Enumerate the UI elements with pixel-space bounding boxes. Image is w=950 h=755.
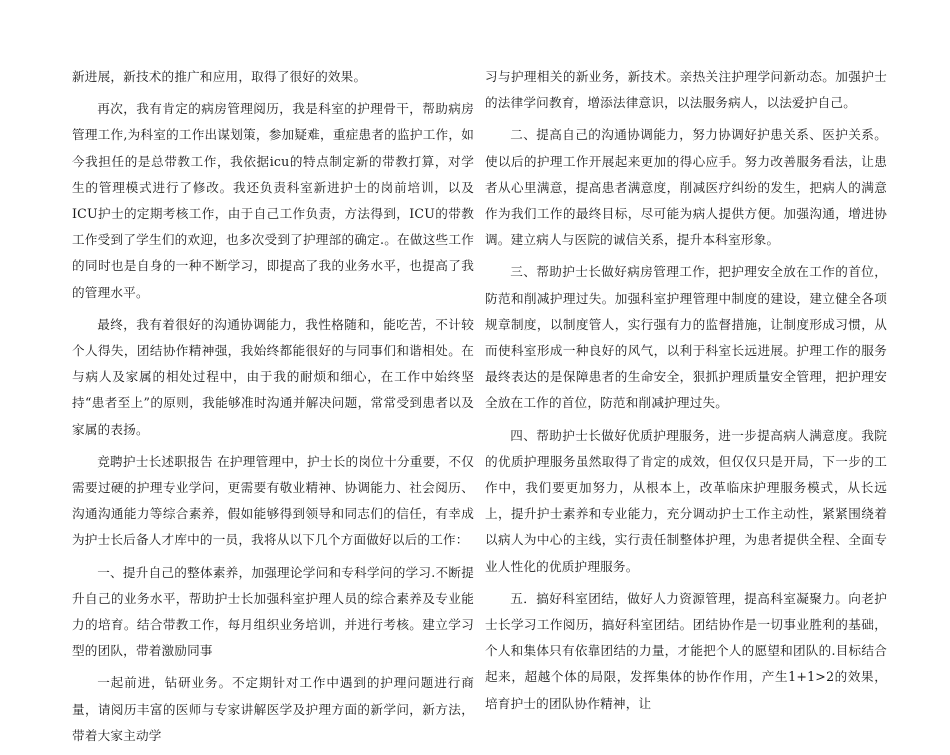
paragraph: 二、提高自己的沟通协调能力，努力协调好护患关系、医护关系。使以后的护理工作开展起来更加的得心应手。努力改善服务看法，让患者从心里满意，提高患者满意度，削减医疗纠纷的发生，把病人的满意作为我们工作的最终目标，尽可能为病人提供方便。加强沟通，增进协调。建立病人与医院的诚信关系，提升本科室形象。 xyxy=(485,127,887,248)
paragraph: 五．搞好科室团结，做好人力资源管理，提高科室凝聚力。向老护士长学习工作阅历，搞好科室团结。团结协作是一切事业胜利的基础，个人和集体只有依靠团结的力量，才能把个人的愿望和团队的.目标结合起来，超越个体的局限，发挥集体的协作作用，产生1+1>2的效果，培育护士的团队协作精神，让 xyxy=(485,590,887,711)
paragraph: 竞聘护士长述职报告 在护理管理中，护士长的岗位十分重要，不仅需要过硬的护理专业学问，更需要有敬业精神、协调能力、社会阅历、沟通沟通能力等综合素养，假如能够得到领导和同志们的信任，有幸成为护士长后备人才库中的一员，我将从以下几个方面做好以后的工作： xyxy=(72,453,474,548)
paragraph: 最终，我有着很好的沟通协调能力，我性格随和，能吃苦，不计较个人得失，团结协作精神强，我始终都能很好的与同事们和谐相处。在与病人及家属的相处过程中，由于我的耐烦和细心，在工作中始终坚持“患者至上”的原则，我能够准时沟通并解决问题，常常受到患者以及家属的表扬。 xyxy=(72,316,474,437)
right-column xyxy=(485,64,887,723)
paragraph: 一起前进，钻研业务。不定期针对工作中遇到的护理问题进行商量，请阅历丰富的医师与专家讲解医学及护理方面的新学问，新方法，带着大家主动学 xyxy=(72,675,474,743)
paragraph: 三、帮助护士长做好病房管理工作，把护理安全放在工作的首位，防范和削减护理过失。加强科室护理管理中制度的建设，建立健全各项规章制度，以制度管人，实行强有力的监督措施，让制度形成习惯，从而使科室形成一种良好的风气，以利于科室长远进展。护理工作的服务最终表达的是保障患者的生命安全，狠抓护理质量安全管理，把护理安全放在工作的首位，防范和削减护理过失。 xyxy=(485,264,887,411)
paragraph: 一、提升自己的整体素养，加强理论学问和专科学问的学习.不断提升自己的业务水平，帮助护士长加强科室护理人员的综合素养及专业能力的培育。结合带教工作，每月组织业务培训，并进行考核。建立学习型的团队，带着激励同事 xyxy=(72,564,474,659)
paragraph: 四、帮助护士长做好优质护理服务，进一步提高病人满意度。我院的优质护理服务虽然取得了肯定的成效，但仅仅只是开局，下一步的工作中，我们要更加努力，从根本上，改革临床护理服务模式，从长远上，提升护士素养和专业能力，充分调动护士工作主动性，紧紧围绕着以病人为中心的主线，实行责任制整体护理，为患者提供全程、全面专业人性化的优质护理服务。 xyxy=(485,427,887,574)
paragraph: 新进展，新技术的推广和应用，取得了很好的效果。 xyxy=(72,69,367,84)
paragraph: 再次，我有肯定的病房管理阅历，我是科室的护理骨干，帮助病房管理工作,为科室的工作出谋划策，参加疑难，重症患者的监护工作，如今我担任的是总带教工作，我依据icu的特点制定新的带教打算，对学生的管理模式进行了修改。我还负责科室新进护士的岗前培训，以及ICU护士的定期考核工作，由于自己工作负责，方法得到，ICU的带教工作受到了学生们的欢迎，也多次受到了护理部的确定.。在做这些工作的同时也是自身的一种不断学习，即提高了我的业务水平，也提高了我的管理水平。 xyxy=(72,101,474,300)
paragraph: 习与护理相关的新业务，新技术。亲热关注护理学问新动态。加强护士的法律学问教育，增添法律意识，以法服务病人，以法爱护自己。 xyxy=(485,69,887,111)
left-column xyxy=(72,64,474,755)
